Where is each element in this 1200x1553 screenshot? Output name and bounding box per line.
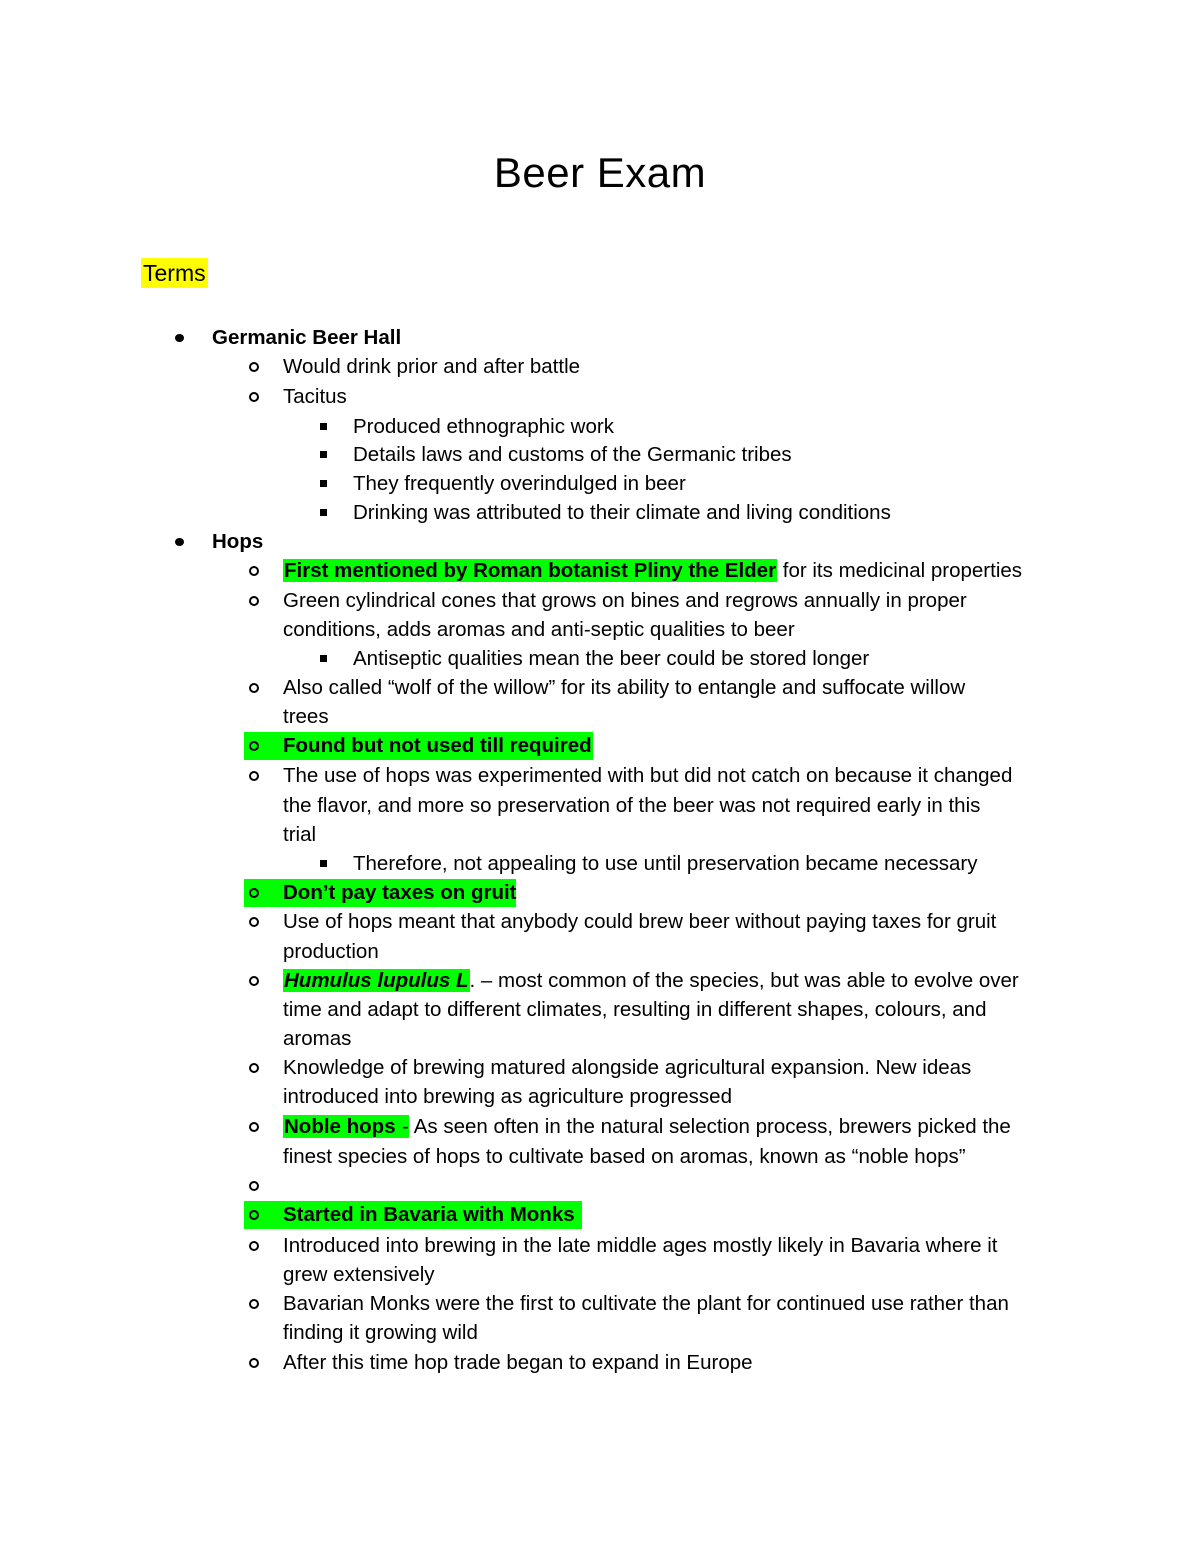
list-item-text: the flavor, and more so preservation of the beer was not required early in this — [283, 794, 981, 817]
hollow-bullet-icon — [249, 683, 259, 693]
list-item-text: trees — [283, 705, 329, 728]
square-bullet-icon — [320, 509, 327, 516]
hollow-bullet-icon — [249, 392, 259, 402]
list-item-text: Antiseptic qualities mean the beer could be stored longer — [353, 647, 870, 670]
list-item-text: Don’t pay taxes on gruit — [283, 881, 517, 904]
list-item — [0, 644, 1200, 674]
list-item-text — [283, 1112, 1011, 1142]
highlighted-text: Humulus lupulus L — [284, 969, 469, 992]
hollow-bullet-icon — [249, 362, 259, 372]
hollow-bullet-icon — [249, 917, 259, 927]
list-item-text: Would drink prior and after battle — [283, 355, 581, 378]
hollow-bullet-icon — [249, 1210, 259, 1220]
list-item-text: Found but not used till required — [283, 734, 592, 757]
hollow-bullet-icon — [249, 741, 259, 751]
list-item-text — [283, 966, 1019, 996]
list-item-text: Hops — [212, 530, 264, 553]
list-item-text: Use of hops meant that anybody could brew beer without paying taxes for gruit — [283, 910, 997, 933]
list-item — [0, 1289, 1200, 1319]
hollow-bullet-icon — [249, 976, 259, 986]
list-item-text: time and adapt to different climates, resulting in different shapes, colours, and — [283, 998, 987, 1021]
hollow-bullet-icon — [249, 1299, 259, 1309]
hollow-bullet-icon — [249, 888, 259, 898]
list-item — [0, 761, 1200, 791]
square-bullet-icon — [320, 423, 327, 430]
list-item-text: Produced ethnographic work — [353, 415, 614, 438]
list-item-text: aromas — [283, 1027, 352, 1050]
hollow-bullet-icon — [249, 1063, 259, 1073]
list-item-text: finding it growing wild — [283, 1321, 478, 1344]
list-item-continuation — [0, 702, 1200, 732]
list-item — [0, 382, 1200, 412]
list-item-text: production — [283, 940, 379, 963]
list-item-text: conditions, adds aromas and anti-septic qualities to beer — [283, 618, 795, 641]
list-item-text: Introduced into brewing in the late middle ages mostly likely in Bavaria where it — [283, 1234, 998, 1257]
list-item-text: Knowledge of brewing matured alongside agricultural expansion. New ideas — [283, 1056, 972, 1079]
list-item — [0, 907, 1200, 937]
list-item-continuation — [0, 791, 1200, 821]
filled-bullet-icon — [175, 334, 184, 342]
text-segment: As seen often in the natural selection process, brewers picked the — [409, 1115, 1011, 1138]
list-item — [0, 731, 1200, 761]
list-item-continuation — [0, 1318, 1200, 1348]
list-item — [0, 352, 1200, 382]
list-item — [0, 673, 1200, 703]
list-item — [0, 440, 1200, 470]
section-label-terms: Terms — [143, 260, 206, 286]
list-item — [0, 1200, 1200, 1230]
list-item-text: Drinking was attributed to their climate and living conditions — [353, 501, 891, 524]
list-item-text: grew extensively — [283, 1263, 435, 1286]
list-item — [0, 469, 1200, 499]
list-item-empty — [0, 1171, 1200, 1201]
list-item-text: Started in Bavaria with Monks — [283, 1203, 575, 1226]
hollow-bullet-icon — [249, 566, 259, 576]
list-item-text: After this time hop trade began to expand in Europe — [283, 1351, 753, 1374]
list-item — [0, 412, 1200, 442]
list-item-text: Details laws and customs of the Germanic tribes — [353, 443, 792, 466]
list-item — [0, 878, 1200, 908]
list-item — [0, 323, 1200, 353]
square-bullet-icon — [320, 451, 327, 458]
hollow-bullet-icon — [249, 1358, 259, 1368]
list-item — [0, 586, 1200, 616]
hollow-bullet-icon — [249, 1181, 259, 1191]
list-item — [0, 527, 1200, 557]
text-segment: for its medicinal properties — [777, 559, 1023, 582]
list-item-text: Also called “wolf of the willow” for its ability to entangle and suffocate willow — [283, 676, 966, 699]
list-item-continuation — [0, 1024, 1200, 1054]
hollow-bullet-icon — [249, 1122, 259, 1132]
list-item-continuation — [0, 1142, 1200, 1172]
hollow-bullet-icon — [249, 771, 259, 781]
list-item-text: finest species of hops to cultivate based on aromas, known as “noble hops” — [283, 1145, 966, 1168]
list-item-continuation — [0, 615, 1200, 645]
list-item-text: Germanic Beer Hall — [212, 326, 402, 349]
list-item — [0, 1112, 1200, 1142]
square-bullet-icon — [320, 655, 327, 662]
filled-bullet-icon — [175, 538, 184, 546]
list-item-continuation — [0, 937, 1200, 967]
square-bullet-icon — [320, 860, 327, 867]
list-item-continuation — [0, 1082, 1200, 1112]
list-item — [0, 556, 1200, 586]
square-bullet-icon — [320, 480, 327, 487]
text-segment: . – most common of the species, but was able to evolve over — [469, 969, 1019, 992]
highlighted-text: First mentioned by Roman botanist Pliny the Elder — [284, 559, 777, 582]
list-item-text: Green cylindrical cones that grows on bines and regrows annually in proper — [283, 589, 967, 612]
list-item-text: Tacitus — [283, 385, 347, 408]
list-item-text: trial — [283, 823, 317, 846]
list-item — [0, 849, 1200, 879]
document-title: Beer Exam — [493, 149, 707, 196]
list-item — [0, 498, 1200, 528]
highlighted-dash: - — [396, 1115, 410, 1138]
list-item — [0, 966, 1200, 996]
list-item — [0, 1348, 1200, 1378]
list-item-continuation — [0, 820, 1200, 850]
list-item-text: Therefore, not appealing to use until preservation became necessary — [353, 852, 978, 875]
hollow-bullet-icon — [249, 1241, 259, 1251]
list-item-text: They frequently overindulged in beer — [353, 472, 686, 495]
list-item-text: Bavarian Monks were the first to cultivate the plant for continued use rather than — [283, 1292, 1009, 1315]
list-item-text: The use of hops was experimented with but did not catch on because it changed — [283, 764, 1013, 787]
list-item-text — [283, 556, 1022, 586]
hollow-bullet-icon — [249, 596, 259, 606]
highlighted-text: Noble hops — [284, 1115, 396, 1138]
list-item-continuation — [0, 995, 1200, 1025]
list-item — [0, 1053, 1200, 1083]
list-item-continuation — [0, 1260, 1200, 1290]
list-item — [0, 1231, 1200, 1261]
list-item-text: introduced into brewing as agriculture progressed — [283, 1085, 732, 1108]
